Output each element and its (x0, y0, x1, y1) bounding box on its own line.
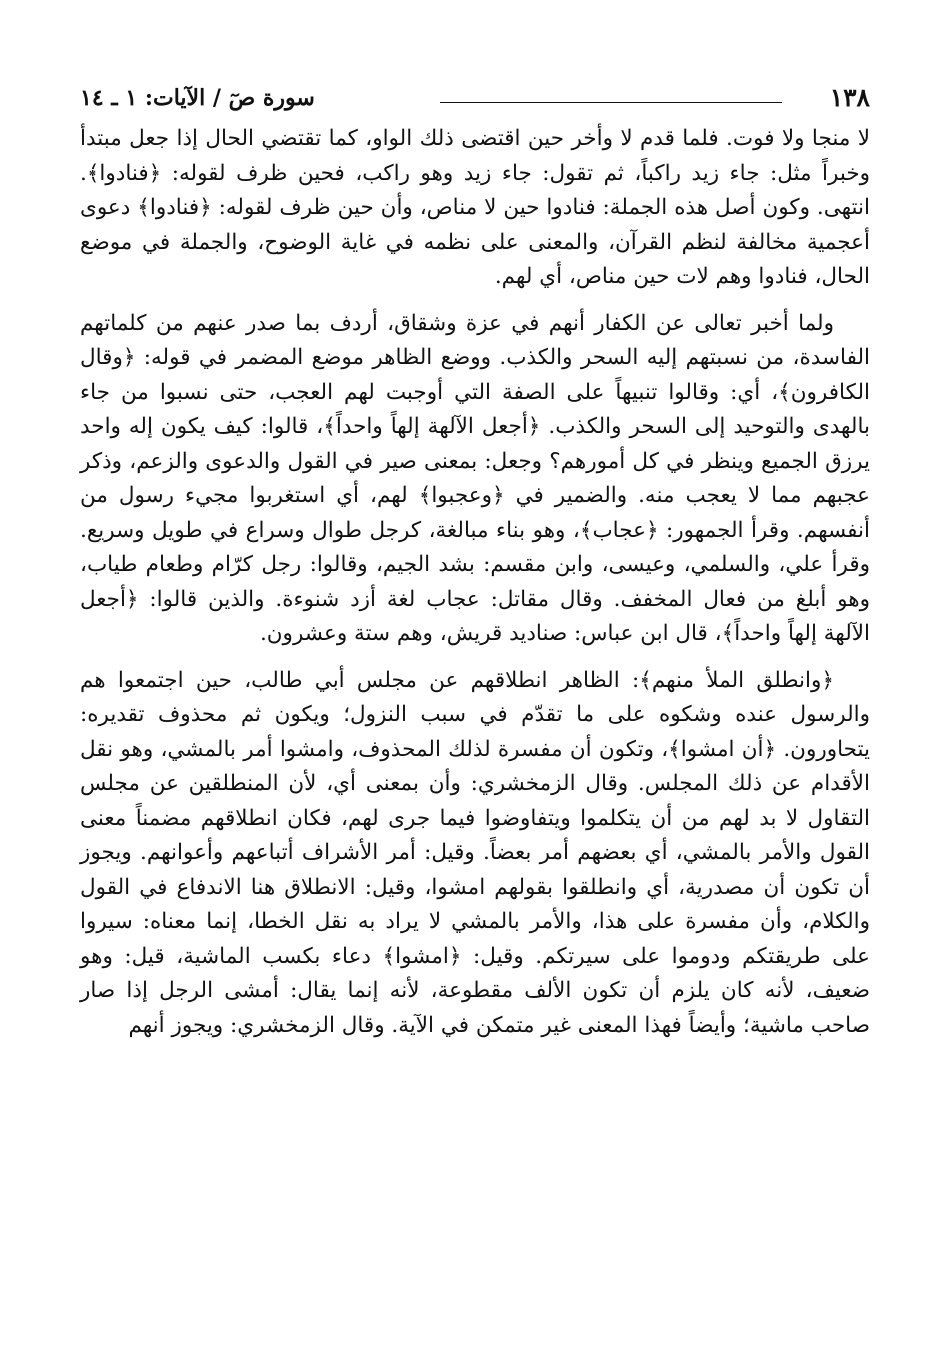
paragraph-2: ولما أخبر تعالى عن الكفار أنهم في عزة وشقاق، أردف بما صدر عنهم من كلماتهم الفاسدة، من نسبتهم إليه السحر والكذب. ووضع الظاهر موضع المضمر في قوله: ﴿وقال الكافرون﴾، أي: وقالوا تنبيهاً على الصفة التي أوجبت لهم العجب، حتى نسبوا من جاء بالهدى والتوحيد إلى السحر والكذب. ﴿أجعل الآلهة إلهاً واحداً﴾، قالوا: كيف يكون إله واحد يرزق الجميع وينظر في كل أمورهم؟ وجعل: بمعنى صير في القول والدعوى والزعم، وذكر عجبهم مما لا يعجب منه. والضمير في ﴿وعجبوا﴾ لهم، أي استغربوا مجيء رسول من أنفسهم. وقرأ الجمهور: ﴿عجاب﴾، وهو بناء مبالغة، كرجل طوال وسراع في طويل وسريع. وقرأ علي، والسلمي، وعيسى، وابن مقسم: بشد الجيم، وقالوا: رجل كرّام وطعام طياب، وهو أبلغ من فعال المخفف. وقال مقاتل: عجاب لغة أزد شنوءة. والذين قالوا: ﴿أجعل الآلهة إلهاً واحداً﴾، قال ابن عباس: صناديد قريش، وهم ستة وعشرون. (80, 310, 870, 646)
paragraph-1: لا منجا ولا فوت. فلما قدم لا وأخر حين اقتضى ذلك الواو، كما تقتضي الحال إذا جعل مبتدأ وخبراً مثل: جاء زيد راكباً، ثم تقول: جاء زيد وهو راكب، فحين ظرف لقوله: ﴿فنادوا﴾. انتهى. وكون أصل هذه الجملة: فنادوا حين لا مناص، وأن حين ظرف لقوله: ﴿فنادوا﴾ دعوى أعجمية مخالفة لنظم القرآن، والمعنى على نظمه في غاية الوضوح، والجملة في موضع الحال، فنادوا وهم لات حين مناص، أي لهم. (80, 126, 870, 289)
page-number: ١٣٨ (829, 83, 870, 112)
paragraph-3: ﴿وانطلق الملأ منهم﴾: الظاهر انطلاقهم عن مجلس أبي طالب، حين اجتمعوا هم والرسول عنده وشكوه على ما تقدّم في سبب النزول؛ ويكون ثم محذوف تقديره: يتحاورون. ﴿أن امشوا﴾، وتكون أن مفسرة لذلك المحذوف، وامشوا أمر بالمشي، وهو نقل الأقدام عن ذلك المجلس. وقال الزمخشري: وأن بمعنى أي، لأن المنطلقين عن مجلس التقاول لا بد لهم من أن يتكلموا ويتفاوضوا فيما جرى لهم، فكان انطلاقهم مضمناً معنى القول والأمر بالمشي، أي بعضهم أمر بعضاً. وقيل: أمر الأشراف أتباعهم وأعوانهم. ويجوز أن تكون أن مصدرية، أي وانطلقوا بقولهم امشوا، وقيل: الانطلاق هنا الاندفاع في القول والكلام، وأن مفسرة على هذا، والأمر بالمشي لا يراد به نقل الخطا، إنما معناه: سيروا على طريقتكم ودوموا على سيرتكم. وقيل: ﴿امشوا﴾ دعاء بكسب الماشية، قيل: وهو ضعيف، لأنه كان يلزم أن تكون الألف مقطوعة، لأنه إنما يقال: أمشى الرجل إذا صار صاحب ماشية؛ وأيضاً فهذا المعنى غير متمكن في الآية. وقال الزمخشري: ويجوز أنهم (80, 667, 870, 1038)
running-title: سورة صٓ / الآيات: ١ ـ ١٤ (80, 85, 315, 111)
body-text (80, 122, 870, 1055)
page-header (80, 80, 870, 116)
header-rule (440, 102, 782, 103)
